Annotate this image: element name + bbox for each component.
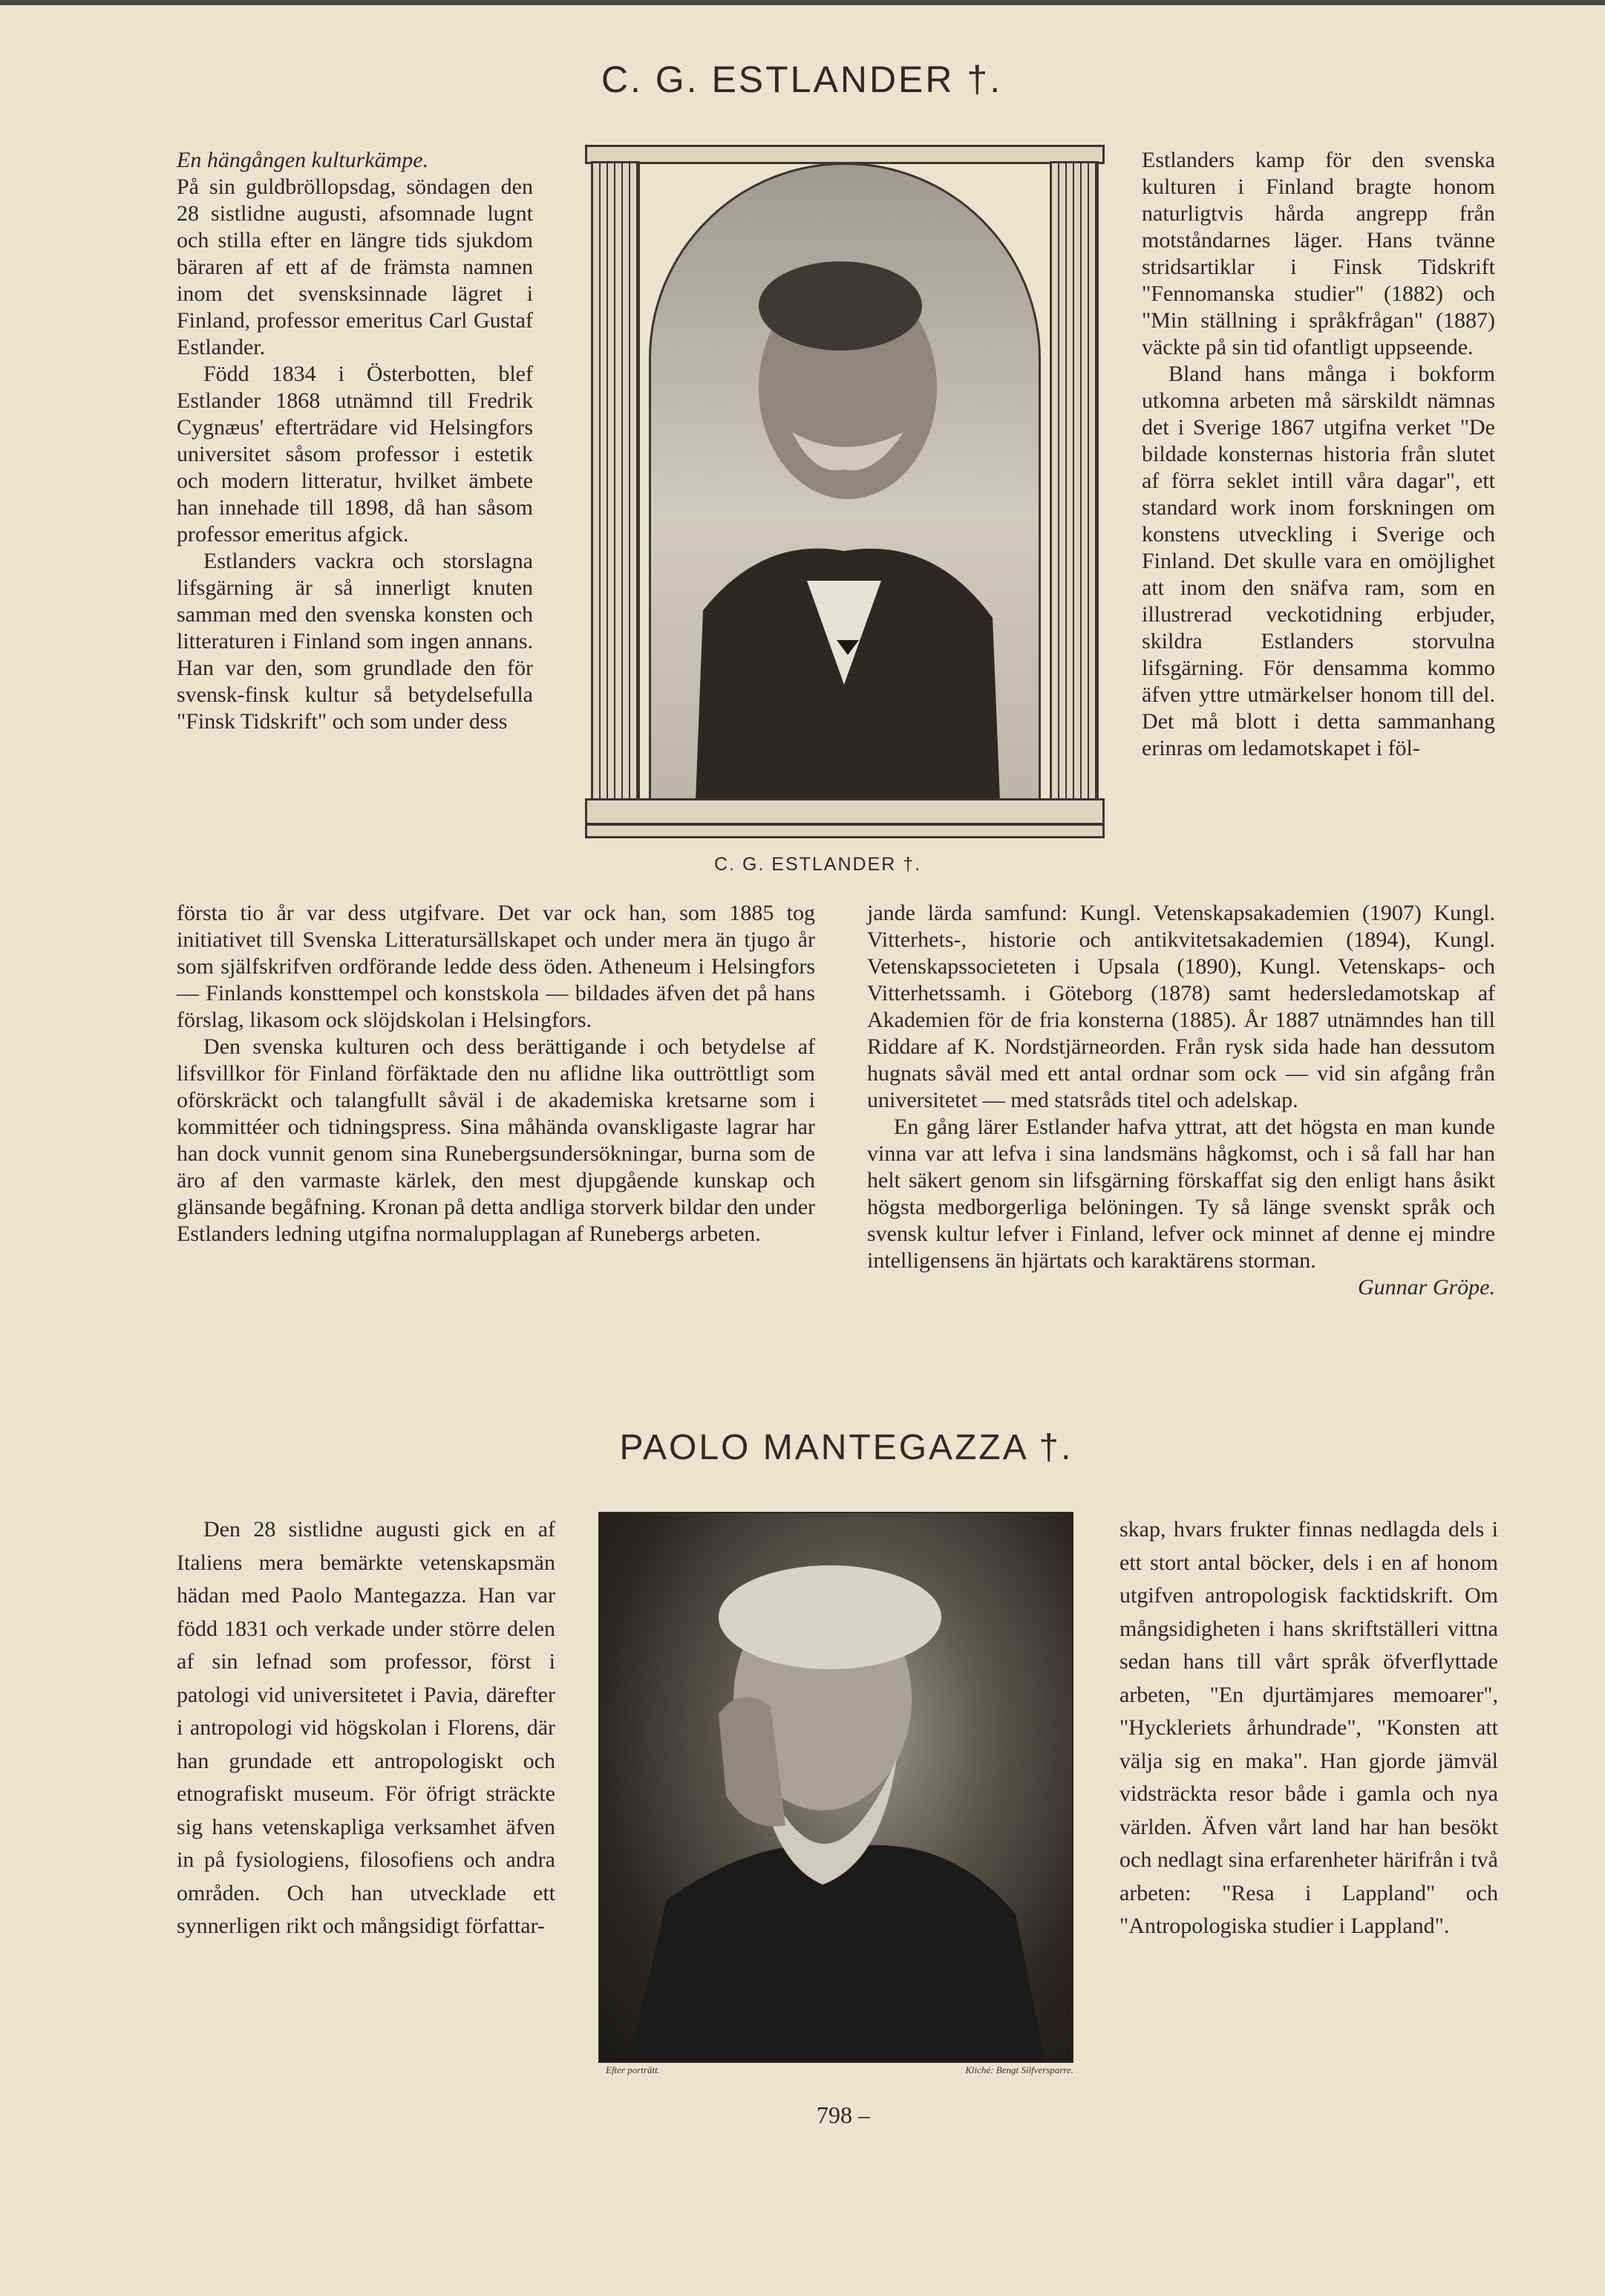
paragraph: Den svenska kulturen och dess berättigande i och betydelse af lifsvillkor för Finland förfäktade den nu aflidne lika outtröttligt som oförskräckt och talangfullt såväl i de akademiska kretsarne som i kommittéer och tidningspress. Sina måhända ovanskligaste lagrar har han dock vunnit genom sina Runebergsundersökningar, burna som de äro af den varmaste kärlek, den mest djupgående kunskap och glänsande begåfning. Kronan på detta andliga storverk bildar den under Estlanders ledning utgifna normalupplagan af Runebergs arbeten. <box>177 1034 815 1246</box>
mantegazza-portrait <box>598 1512 1073 2063</box>
estlander-left-column <box>177 147 533 735</box>
frame-plinth <box>585 824 1105 838</box>
signature-line <box>867 1274 1495 1301</box>
paragraph: Estlanders kamp för den svenska kulturen i Finland bragte honom naturligtvis hårda angrepp från motståndarnes läger. Hans tvänne stridsartiklar i Finsk Tidskrift "Fennomanska studier" (1882) och "Min ställning i språkfrågan" (1887) väckte på sin tid ofantligt uppseende. <box>1142 148 1495 359</box>
photo-credit-right: Kliché: Bengt Silfversparre. <box>965 2064 1073 2075</box>
estlander-photo-svg <box>651 165 1039 800</box>
top-border <box>0 0 1605 5</box>
estlander-right-paragraphs <box>1142 147 1495 762</box>
page-number: 798 – <box>817 2101 870 2128</box>
photo-credit-left: Efter porträtt. <box>606 2064 660 2075</box>
mantegazza-photo-svg <box>600 1513 1072 2061</box>
paragraph: Estlanders vackra och storslagna lifsgärning är så innerligt knuten samman med den svenska konsten och litteraturen i Finland som ingen annans. Han var den, som grundlade den för svensk-finsk kultur så betydelsefulla "Finsk Tidskrift" och som under dess <box>177 549 533 734</box>
estlander-lower-right-column <box>867 900 1495 1301</box>
article-title-mantegazza: PAOLO MANTEGAZZA †. <box>619 1428 1073 1467</box>
signature: Gunnar Gröpe. <box>1358 1275 1495 1299</box>
estlander-right-column <box>1142 147 1495 762</box>
estlander-lower-left-column <box>177 900 815 1248</box>
mantegazza-left-column <box>177 1513 555 1943</box>
estlander-portrait <box>649 163 1041 803</box>
mantegazza-right-column <box>1119 1513 1498 1943</box>
estlander-left-paragraphs <box>177 174 533 735</box>
paragraph: första tio år var dess utgifvare. Det var ock han, som 1885 tog initiativet till Svenska Litteratursällskapet och under mera än tjugo år som själfskrifven ordförande ledde dess öden. Atheneum i Helsingfors — Finlands konsttempel och konstskola — bildades äfven det på hans förslag, likasom ock slöjdskolan i Helsingfors. <box>177 901 815 1032</box>
estlander-portrait-frame <box>585 145 1105 843</box>
kicker: En hängången kulturkämpe. <box>177 148 429 172</box>
paragraph: En gång lärer Estlander hafva yttrat, att det högsta en man kunde vinna var att lefva i sina landsmäns hågkomst, och i så fall har han helt säkert genom sin lifsgärning förskaffat sig den enligt hans åsikt högsta medborgerliga belöningen. Ty så länge svenskt språk och svensk kultur lefver i Finland, lefver ock minnet af denne ej mindre intelligensens än hjärtats och karaktärens storman. <box>867 1115 1495 1273</box>
mantegazza-left-text: Den 28 sistlidne augusti gick en af Italiens mera bemärkte vetenskapsmän hädan med Paolo Mantegazza. Han var född 1831 och verkade under större delen af sin lefnad som professor, först i patologi vid universitetet i Pavia, därefter i antropologi vid högskolan i Florens, där han grundade ett antropologiskt och etnografiskt museum. För öfrigt sträckte sig hans vetenskapliga verksamhet äfven in på fysiologiens, filosofiens och andra områden. Och han utvecklade ett synnerligen rikt och mångsidigt författar- <box>177 1517 555 1938</box>
mantegazza-right-text: skap, hvars frukter finnas nedlagda dels i ett stort antal böcker, dels i en af honom utgifven antropologisk facktidskrift. Om mångsidigheten i hans skriftställeri vittna sedan hans till vårt språk öfverflyttade arbeten, "En djurtämjares memoarer", "Hyckleriets århundrade", "Konsten att välja sig en maka". Han gjorde jämväl vidsträckta resor både i gamla och nya världen. Äfven vårt land har han besökt och nedlagt sina erfarenheter härifrån i två arbeten: "Resa i Lappland" och "Antropologiska studier i Lappland". <box>1119 1517 1498 1938</box>
frame-right-pillar <box>1050 161 1099 819</box>
paragraph: Född 1834 i Österbotten, blef Estlander 1868 utnämnd till Fredrik Cygnæus' efterträdare vid Helsingfors universitet såsom professor i estetik och modern litteratur, hvilket ämbete han innehade till 1898, då han såsom professor emeritus afgick. <box>177 362 533 547</box>
estlander-lower-left-paragraphs <box>177 900 815 1248</box>
estlander-portrait-caption: C. G. ESTLANDER †. <box>714 854 922 875</box>
paragraph: På sin guldbröllopsdag, söndagen den 28 sistlidne augusti, afsomnade lugnt och stilla efter en längre tids sjukdom bäraren af ett af de främsta namnen inom det svensksinnade lägret i Finland, professor emeritus Carl Gustaf Estlander. <box>177 175 533 359</box>
paragraph: Bland hans många i bokform utkomna arbeten må särskildt nämnas det i Sverige 1867 utgifna verket "De bildade konsternas historia från slutet af förra seklet intill våra dagar", ett standard work inom forskningen om konstens utveckling i Sverige och Finland. Det skulle vara en omöjlighet att inom den snäfva ram, som en illustrerad veckotidning erbjuder, skildra Estlanders storvulna lifsgärning. För densamma kommo äfven yttre utmärkelser honom till del. Det må blott i detta sammanhang erinras om ledamotskapet i föl- <box>1142 362 1495 760</box>
estlander-lower-right-paragraphs <box>867 900 1495 1274</box>
paragraph: jande lärda samfund: Kungl. Vetenskapsakademien (1907) Kungl. Vitterhets-, historie och antikvitetsakademien (1894), Kungl. Vetenskapssocieteten i Upsala (1890), Kungl. Vetenskaps- och Vitterhetssamh. i Göteborg (1878) samt hedersledamotskap af Akademien för de fria konsterna (1885). År 1887 utnämndes han till Riddare af K. Nordstjärneorden. Från rysk sida hade han dessutom hugnats såväl med ett antal ordnar som ock — vid sin afgång från universitetet — med statsråds titel och adelskap. <box>867 901 1495 1112</box>
frame-bottom-base <box>585 798 1105 825</box>
frame-left-pillar <box>591 161 640 819</box>
frame-top-cornice <box>585 145 1105 164</box>
article-title-estlander: C. G. ESTLANDER †. <box>601 59 1003 100</box>
